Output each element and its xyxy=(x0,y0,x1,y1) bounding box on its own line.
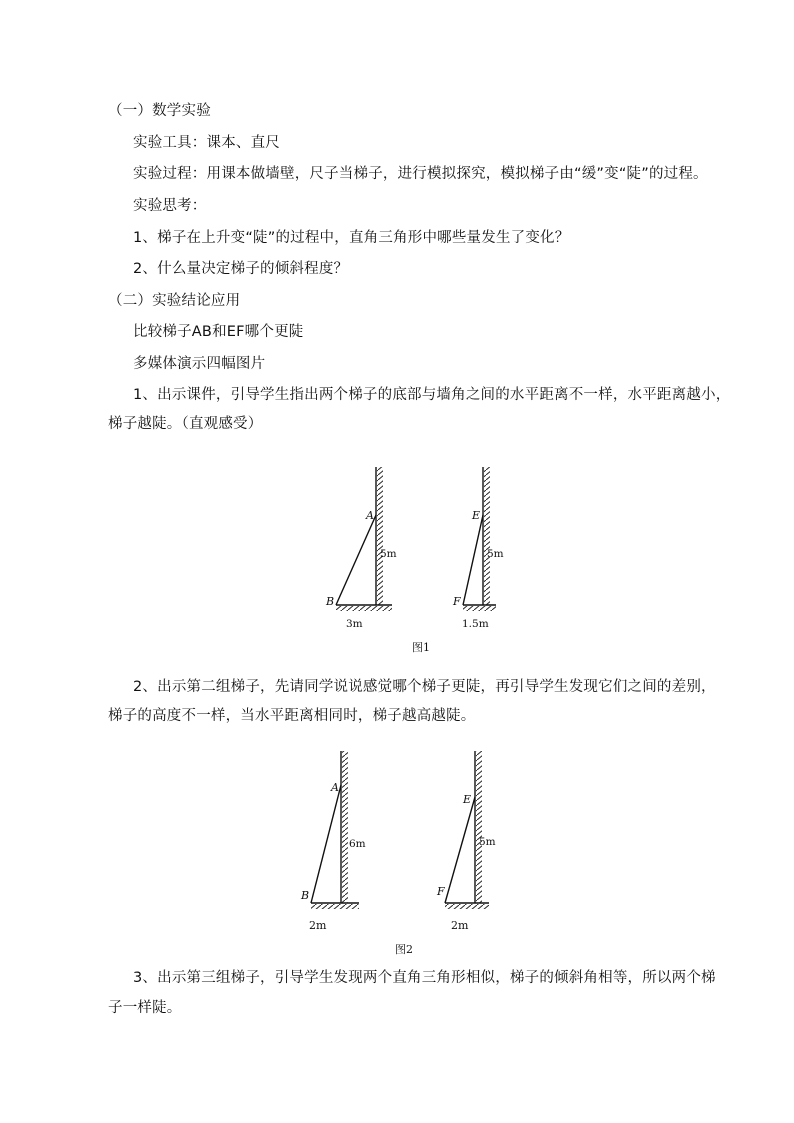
paragraph-1-line-1: 1、出示课件，引导学生指出两个梯子的底部与墙角之间的水平距离不一样，水平距离越小， xyxy=(133,387,731,403)
label-A: A xyxy=(331,781,339,794)
figure-1 xyxy=(300,455,530,667)
figure-2-right-ladder xyxy=(436,751,496,932)
label-E: E xyxy=(463,793,472,806)
section-heading-2: （二）实验结论应用 xyxy=(108,293,241,309)
label-B: B xyxy=(301,889,310,902)
figure-1-left-ladder xyxy=(325,467,397,630)
label-E: E xyxy=(472,509,481,522)
process-line: 实验过程：用课本做墙壁，尺子当梯子，进行模拟探究，模拟梯子由“缓”变“陡”的过程。 xyxy=(133,166,708,182)
tools-line: 实验工具：课本、直尺 xyxy=(133,135,280,151)
base-label: 3m xyxy=(346,618,363,630)
thinking-line: 实验思考： xyxy=(133,198,207,214)
question-2: 2、什么量决定梯子的倾斜程度？ xyxy=(133,261,349,277)
paragraph-3-line-1: 3、出示第三组梯子，引导学生发现两个直角三角形相似，梯子的倾斜角相等，所以两个梯 xyxy=(133,970,716,986)
height-label: 6m xyxy=(349,838,366,850)
label-F: F xyxy=(437,885,445,898)
question-1: 1、梯子在上升变“陡”的过程中，直角三角形中哪些量发生了变化？ xyxy=(133,230,570,246)
multimedia-line: 多媒体演示四幅图片 xyxy=(133,356,266,372)
paragraph-2-line-2: 梯子的高度不一样，当水平距离相同时，梯子越高越陡。 xyxy=(108,708,476,724)
paragraph-2-line-1: 2、出示第二组梯子，先请同学说说感觉哪个梯子更陡，再引导学生发现它们之间的差别， xyxy=(133,679,716,695)
height-label: 5m xyxy=(380,548,397,560)
label-F: F xyxy=(453,595,461,608)
section-heading-1: （一）数学实验 xyxy=(108,103,211,119)
label-B: B xyxy=(326,595,335,608)
paragraph-1-line-2: 梯子越陡。（直观感受） xyxy=(108,416,263,432)
figure-2-left-ladder xyxy=(300,751,366,932)
height-label: 5m xyxy=(487,548,504,560)
figure-1-right-ladder xyxy=(452,467,504,630)
label-A: A xyxy=(366,509,374,522)
compare-line: 比较梯子AB和EF哪个更陡 xyxy=(133,324,304,340)
figure-2 xyxy=(285,745,515,960)
figure-2-caption: 图2 xyxy=(395,943,413,956)
base-label: 2m xyxy=(309,919,327,932)
base-label: 2m xyxy=(451,919,469,932)
height-label: 5m xyxy=(479,836,496,848)
paragraph-3-line-2: 子一样陡。 xyxy=(108,1000,182,1016)
base-label: 1.5m xyxy=(462,618,489,630)
figure-1-caption: 图1 xyxy=(412,641,430,654)
